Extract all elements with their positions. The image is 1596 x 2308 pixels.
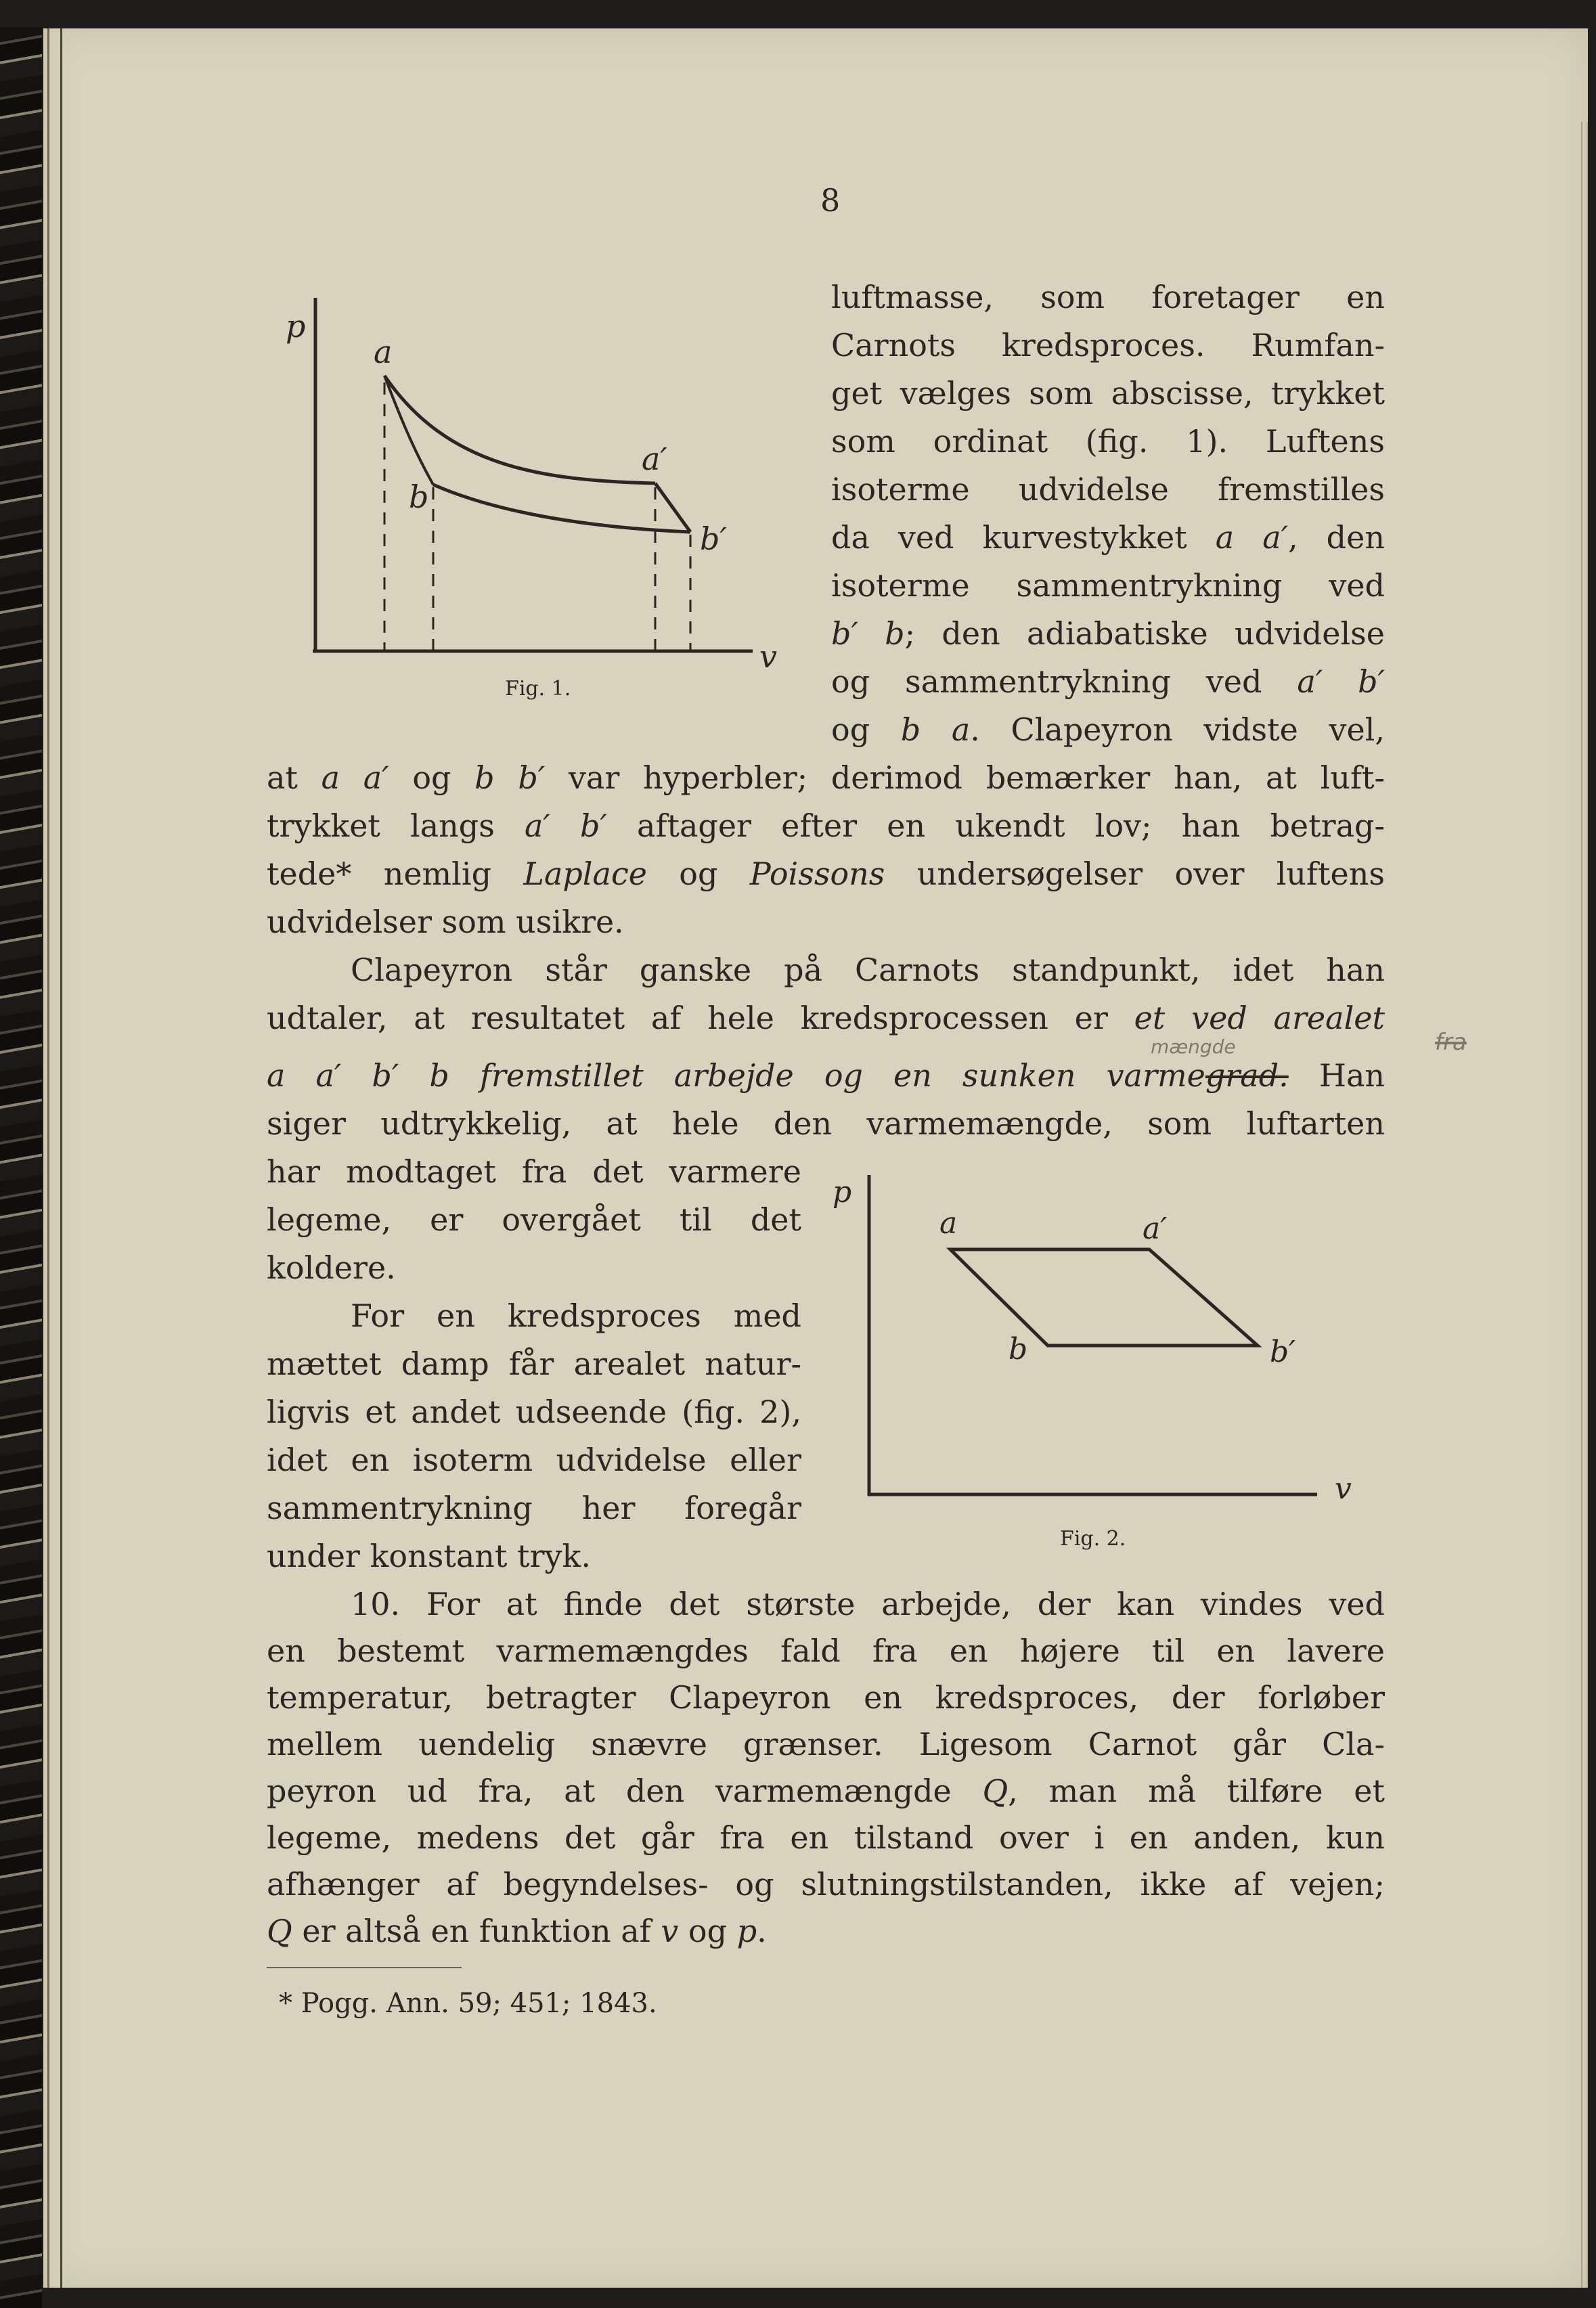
fig2-label-b-prime: b′ — [1270, 1335, 1296, 1369]
struck-word: grad. — [1205, 1057, 1289, 1094]
math-symbol: a′ b′ — [525, 807, 607, 844]
fig1-label-a: a — [374, 334, 393, 370]
pencil-annotation-margin: fra — [1435, 1029, 1467, 1056]
math-symbol: b b′ — [474, 759, 546, 796]
page-edge — [47, 28, 62, 2288]
italic-run: et ved arealet — [1134, 1000, 1385, 1036]
name-poissons: Poissons — [749, 856, 885, 892]
text-run: , man må tilføre et — [1008, 1773, 1385, 1809]
text-line: Clapeyron står ganske på Carnots standpunkt, idet han — [351, 952, 1385, 988]
math-symbol: p — [736, 1913, 757, 1949]
fig1-curve-a-prime-b-prime — [655, 483, 690, 532]
text-run: trykket langs — [267, 807, 525, 844]
text-line: 10. For at finde det største arbejde, der kan vindes ved — [351, 1586, 1385, 1622]
text-line: isoterme sammentrykning ved — [831, 567, 1385, 604]
book-binding — [0, 27, 42, 2308]
text-line: legeme, medens det går fra en tilstand over i en anden, kun — [267, 1819, 1385, 1856]
text-run: . Clapeyron vidste vel, — [970, 711, 1386, 748]
fig1-label-a-prime: a′ — [642, 441, 667, 477]
fig1-curve-a-b — [384, 376, 433, 485]
text-run: udtaler, at resultatet af hele kredsprocessen er — [267, 1000, 1134, 1036]
math-symbol: a′ b′ — [1297, 663, 1385, 700]
fig2-label-b: b — [1008, 1332, 1028, 1367]
fig1-y-label: p — [286, 308, 306, 345]
text-line: siger udtrykkelig, at hele den varmemængde, som luftarten — [267, 1105, 1385, 1142]
math-symbol: Q — [267, 1913, 292, 1949]
text-line: For en kredsproces med — [351, 1297, 801, 1334]
math-symbol: Q — [982, 1773, 1008, 1809]
text-line — [831, 710, 1385, 749]
text-line: koldere. — [267, 1249, 396, 1286]
text-line: luftmasse, som foretager en — [831, 279, 1385, 315]
text-run: aftager efter en ukendt lov; han betrag- — [606, 807, 1385, 844]
pencil-annotation-insert: mængde — [1151, 1036, 1236, 1058]
text-line: temperatur, betragter Clapeyron en kredsproces, der forløber — [267, 1679, 1385, 1716]
italic-run: a a′ b′ b fremstillet arbejde og en sunken varme — [267, 1057, 1205, 1094]
text-line — [267, 998, 1385, 1038]
text-line: legeme, er overgået til det — [267, 1201, 801, 1238]
text-run: ; den adiabatiske udvidelse — [904, 615, 1386, 652]
text-run: tede* nemlig — [267, 856, 524, 892]
text-line — [267, 758, 1385, 797]
math-symbol: a a′ — [321, 759, 389, 796]
fig1-label-b-prime: b′ — [700, 520, 727, 557]
text-run: var hyperbler; derimod bemærker han, at luft- — [545, 759, 1385, 796]
fig2-cycle-a-a-prime-b-prime-b — [950, 1249, 1258, 1346]
text-line: som ordinat (fig. 1). Luftens — [831, 423, 1385, 460]
text-line — [831, 662, 1385, 701]
text-line: sammentrykning her foregår — [267, 1490, 801, 1526]
math-symbol: v — [661, 1913, 679, 1949]
math-symbol: b′ b — [831, 615, 905, 652]
text-line: isoterme udvidelse fremstilles — [831, 471, 1385, 508]
fig2-x-label: v — [1335, 1471, 1352, 1506]
text-line: har modtaget fra det varmere — [267, 1153, 801, 1190]
text-run: peyron ud fra, at den varmemængde — [267, 1773, 983, 1809]
figure-2 — [826, 1155, 1394, 1520]
fig2-caption: Fig. 2. — [1060, 1527, 1126, 1551]
footnote: * Pogg. Ann. 59; 451; 1843. — [279, 1988, 657, 2019]
text-run: da ved kurvestykket — [831, 519, 1216, 556]
text-run: og — [646, 856, 750, 892]
figure-1 — [271, 284, 799, 677]
fig2-y-label: p — [833, 1175, 852, 1210]
text-line — [267, 854, 1385, 893]
text-run: og — [831, 711, 901, 748]
text-line — [267, 1056, 1385, 1095]
text-line: get vælges som abscisse, trykket — [831, 375, 1385, 412]
fig1-x-label: v — [759, 638, 777, 675]
text-line: under konstant tryk. — [267, 1538, 591, 1574]
math-symbol: a a′ — [1215, 519, 1289, 556]
text-run: undersøgelser over luftens — [885, 856, 1385, 892]
text-run: og — [678, 1913, 737, 1949]
fig2-label-a-prime: a′ — [1143, 1212, 1168, 1246]
text-run: . — [757, 1913, 767, 1949]
text-run: at — [267, 759, 322, 796]
binding-thread — [1581, 122, 1588, 2288]
text-run: Han — [1288, 1057, 1385, 1094]
text-line: idet en isoterm udvidelse eller — [267, 1442, 801, 1478]
text-line — [267, 806, 1385, 845]
text-run: og — [389, 759, 475, 796]
text-line — [267, 1911, 1385, 1951]
text-line: ligvis et andet udseende (fig. 2), — [267, 1394, 801, 1430]
page-number: 8 — [820, 182, 841, 219]
name-laplace: Laplace — [523, 856, 647, 892]
text-line: afhænger af begyndelses- og slutningstilstanden, ikke af vejen; — [267, 1866, 1385, 1903]
footnote-rule — [267, 1967, 462, 1968]
text-line — [831, 518, 1385, 557]
text-line — [267, 1771, 1385, 1811]
text-run: og sammentrykning ved — [831, 663, 1298, 700]
text-line: udvidelser som usikre. — [267, 904, 624, 940]
text-line: en bestemt varmemængdes fald fra en højere til en lavere — [267, 1633, 1385, 1669]
text-run: er altså en funktion af — [292, 1913, 661, 1949]
fig1-label-b: b — [409, 479, 429, 515]
fig1-curve-b-b-prime — [433, 485, 690, 532]
text-run: , den — [1288, 519, 1385, 556]
text-line: mellem uendelig snævre grænser. Ligesom Carnot går Cla- — [267, 1726, 1385, 1762]
math-symbol: b a — [900, 711, 971, 748]
fig2-label-a: a — [939, 1206, 958, 1241]
text-line: Carnots kredsproces. Rumfan- — [831, 327, 1385, 363]
text-line — [831, 614, 1385, 653]
fig1-caption: Fig. 1. — [505, 677, 571, 701]
text-line: mættet damp får arealet natur- — [267, 1346, 801, 1382]
